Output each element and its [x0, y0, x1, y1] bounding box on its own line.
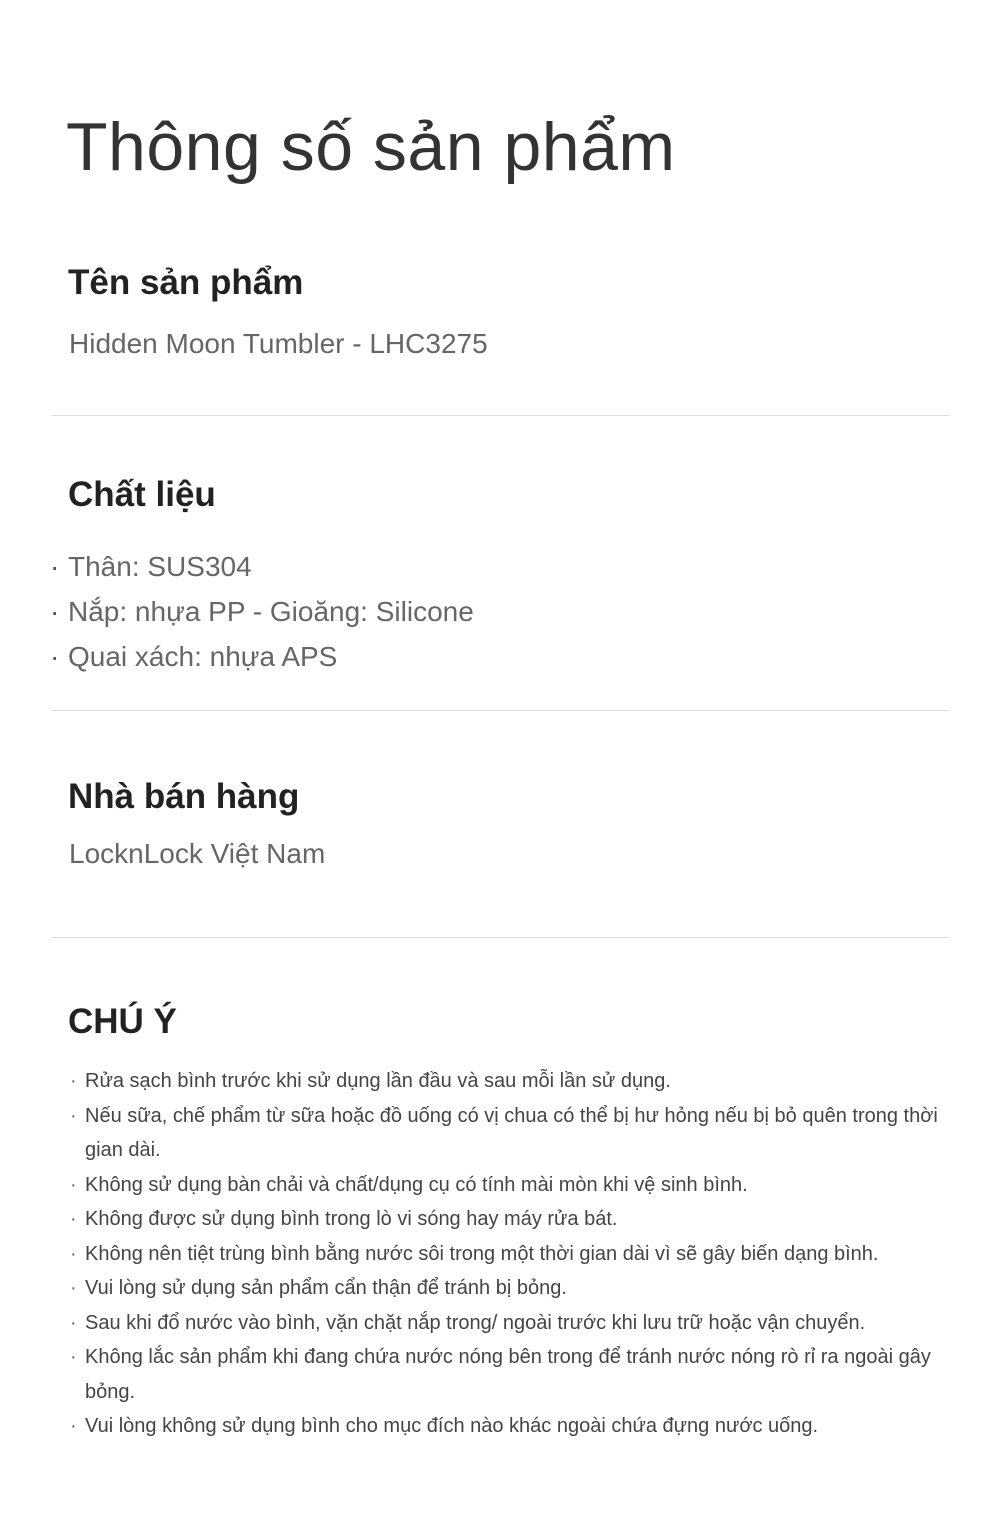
note-item: · Không lắc sản phẩm khi đang chứa nước nóng bên trong để tránh nước nóng rò rỉ ra ngoài gây bỏng.	[68, 1340, 948, 1409]
bullet-dot-icon: ·	[50, 551, 60, 582]
page-title: Thông số sản phẩm	[66, 109, 676, 185]
bullet-dot-icon: ·	[70, 1415, 77, 1437]
seller-heading: Nhà bán hàng	[68, 777, 300, 816]
note-item: · Sau khi đổ nước vào bình, vặn chặt nắp trong/ ngoài trước khi lưu trữ hoặc vận chuyển.	[68, 1306, 948, 1341]
bullet-dot-icon: ·	[70, 1277, 77, 1299]
product-name-heading: Tên sản phẩm	[68, 263, 304, 302]
material-item: · Quai xách: nhựa APS	[46, 634, 474, 679]
material-heading: Chất liệu	[68, 475, 216, 514]
bullet-dot-icon: ·	[70, 1311, 77, 1334]
bullet-dot-icon: ·	[70, 1070, 77, 1092]
material-item: · Nắp: nhựa PP - Gioăng: Silicone	[46, 589, 474, 634]
note-item: · Không sử dụng bàn chải và chất/dụng cụ có tính mài mòn khi vệ sinh bình.	[68, 1168, 948, 1203]
seller-value: LocknLock Việt Nam	[69, 838, 326, 869]
divider	[51, 937, 950, 938]
note-item: · Không được sử dụng bình trong lò vi sóng hay máy rửa bát.	[68, 1202, 948, 1237]
bullet-dot-icon: ·	[70, 1104, 77, 1127]
product-name-value: Hidden Moon Tumbler - LHC3275	[69, 328, 488, 359]
bullet-dot-icon: ·	[70, 1208, 77, 1230]
note-item: · Không nên tiệt trùng bình bằng nước sôi trong một thời gian dài vì sẽ gây biến dạng bình.	[68, 1237, 948, 1272]
material-list	[46, 544, 474, 679]
note-item: · Nếu sữa, chế phẩm từ sữa hoặc đồ uống có vị chua có thể bị hư hỏng nếu bị bỏ quên trong thời gian dài.	[68, 1099, 948, 1168]
notes-heading: CHÚ Ý	[68, 1002, 177, 1041]
bullet-dot-icon: ·	[70, 1346, 77, 1368]
material-item: · Thân: SUS304	[46, 544, 474, 589]
note-item: · Vui lòng sử dụng sản phẩm cẩn thận để tránh bị bỏng.	[68, 1271, 948, 1306]
bullet-dot-icon: ·	[70, 1242, 77, 1265]
divider	[51, 415, 950, 416]
divider	[51, 710, 950, 711]
bullet-dot-icon: ·	[70, 1173, 77, 1196]
note-item: · Rửa sạch bình trước khi sử dụng lần đầu và sau mỗi lần sử dụng.	[68, 1064, 948, 1099]
bullet-dot-icon: ·	[50, 596, 60, 627]
note-item: · Vui lòng không sử dụng bình cho mục đích nào khác ngoài chứa đựng nước uống.	[68, 1409, 948, 1444]
bullet-dot-icon: ·	[50, 641, 60, 672]
notes-list	[68, 1064, 948, 1444]
